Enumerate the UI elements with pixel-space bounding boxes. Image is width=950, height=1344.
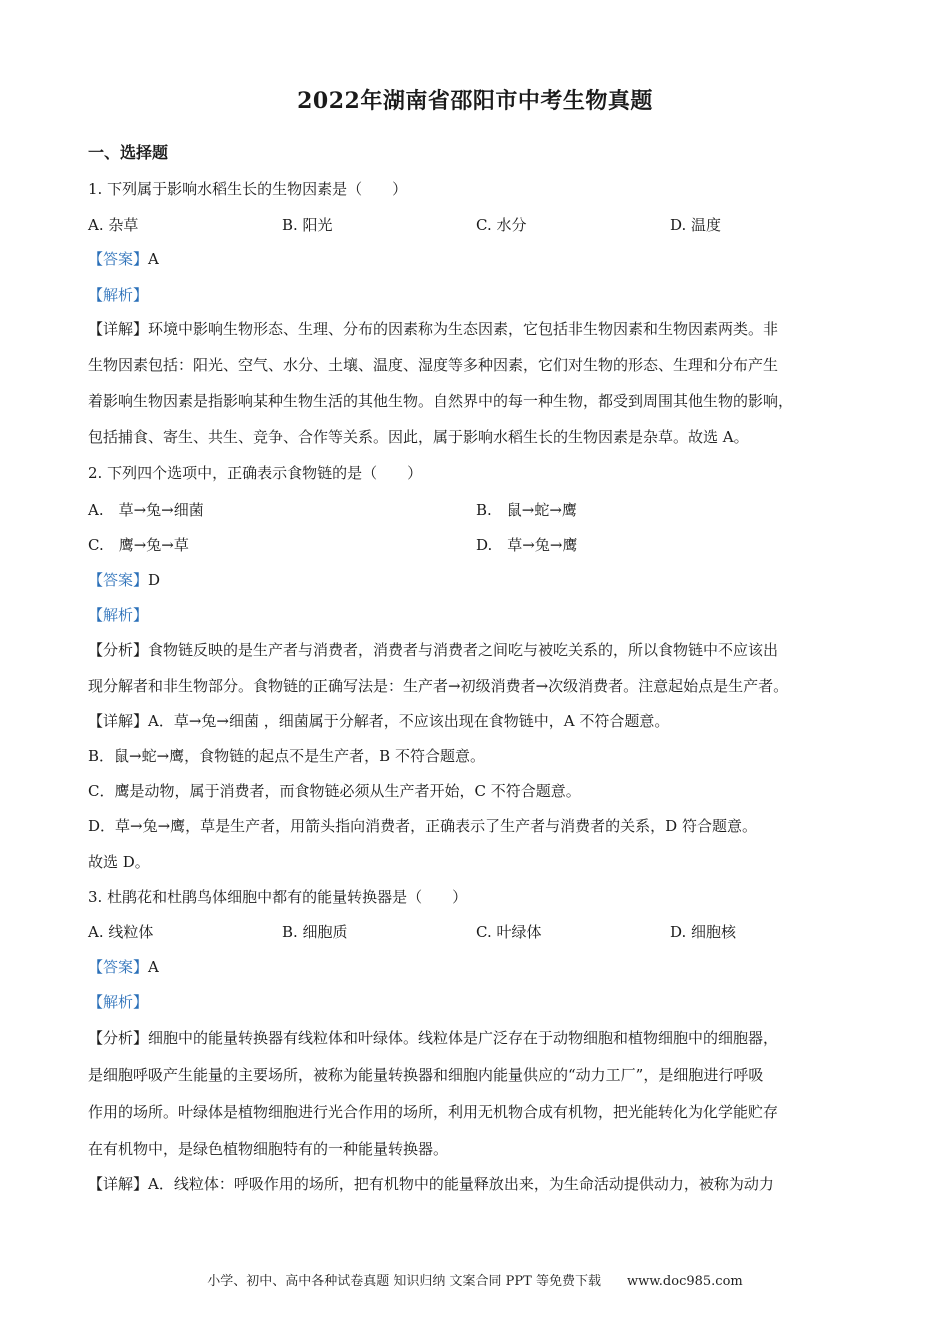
question-2-analysis-line: 现分解者和非生物部分。食物链的正确写法是：生产者→初级消费者→次级消费者。注意起始点是生产者。: [88, 677, 789, 695]
question-1-detail-line: [88, 318, 778, 339]
answer-value: A: [148, 250, 159, 268]
question-1-detail-line: 包括捕食、寄生、共生、竞争、合作等关系。因此，属于影响水稻生长的生物因素是杂草。故选 A。: [88, 428, 749, 446]
question-2-option-c: C. 鹰→兔→草: [88, 536, 189, 554]
question-2-detail-line: [88, 710, 669, 731]
question-2-answer: [88, 569, 160, 590]
question-1-option-b: B. 阳光: [282, 216, 333, 234]
question-3-option-b: B. 细胞质: [282, 923, 348, 941]
question-2-detail-line: C．鹰是动物，属于消费者，而食物链必须从生产者开始，C 不符合题意。: [88, 782, 581, 800]
question-3-option-a: A. 线粒体: [88, 923, 154, 941]
question-2-option-a: A. 草→兔→细菌: [88, 501, 204, 519]
question-3-analysis-line: [88, 1027, 778, 1048]
analysis-tag: 【解析】: [88, 286, 149, 304]
question-2-detail-line: B．鼠→蛇→鹰，食物链的起点不是生产者，B 不符合题意。: [88, 747, 485, 765]
question-1-detail-line: 着影响生物因素是指影响某种生物生活的其他生物。自然界中的每一种生物，都受到周围其他生物的影响，: [88, 392, 794, 410]
detail-tag: 【详解】: [88, 320, 149, 338]
question-3-analysis-line: 在有机物中，是绿色植物细胞特有的一种能量转换器。: [88, 1140, 449, 1158]
question-1-option-a: A. 杂草: [88, 216, 139, 234]
question-2-detail-line: D．草→兔→鹰，草是生产者，用箭头指向消费者，正确表示了生产者与消费者的关系，D 符合题意。: [88, 817, 757, 835]
detail-text: A．草→兔→细菌 ，细菌属于分解者，不应该出现在食物链中，A 不符合题意。: [148, 712, 670, 730]
question-3-answer: [88, 956, 159, 977]
answer-tag: 【答案】: [88, 958, 149, 976]
analysis-text: 细胞中的能量转换器有线粒体和叶绿体。线粒体是广泛存在于动物细胞和植物细胞中的细胞器，: [148, 1029, 779, 1047]
question-2-analysis-line: [88, 639, 778, 660]
analysis-head-tag: 【分析】: [88, 641, 149, 659]
question-3-analysis-line: 作用的场所。叶绿体是植物细胞进行光合作用的场所，利用无机物合成有机物，把光能转化为化学能贮存: [88, 1103, 779, 1121]
answer-tag: 【答案】: [88, 250, 149, 268]
question-3-detail-line: [88, 1173, 774, 1194]
question-3-stem: 3. 杜鹃花和杜鹃鸟体细胞中都有的能量转换器是（ ）: [88, 888, 468, 906]
detail-tag: 【详解】: [88, 712, 149, 730]
page-title: 2022年湖南省邵阳市中考生物真题: [297, 88, 653, 114]
detail-tag: 【详解】: [88, 1175, 149, 1193]
question-1-analysis-label: [88, 284, 148, 305]
question-1-stem: 1. 下列属于影响水稻生长的生物因素是（ ）: [88, 180, 408, 198]
question-3-option-d: D. 细胞核: [670, 923, 737, 941]
page-footer: 小学、初中、高中各种试卷真题 知识归纳 文案合同 PPT 等免费下载 www.doc985.com: [207, 1274, 743, 1289]
question-1-answer: [88, 248, 159, 269]
answer-value: A: [148, 958, 159, 976]
analysis-tag: 【解析】: [88, 606, 149, 624]
analysis-head-tag: 【分析】: [88, 1029, 149, 1047]
question-3-analysis-line: 是细胞呼吸产生能量的主要场所，被称为能量转换器和细胞内能量供应的“动力工厂”，是细胞进行呼吸: [88, 1066, 764, 1084]
question-3-analysis-label: [88, 991, 148, 1012]
question-2-analysis-label: [88, 604, 148, 625]
question-1-option-d: D. 温度: [670, 216, 722, 234]
question-1-option-c: C. 水分: [476, 216, 527, 234]
question-2-stem: 2. 下列四个选项中，正确表示食物链的是（ ）: [88, 464, 423, 482]
detail-text: A．线粒体：呼吸作用的场所，把有机物中的能量释放出来，为生命活动提供动力，被称为动力: [148, 1175, 774, 1193]
analysis-tag: 【解析】: [88, 993, 149, 1011]
answer-tag: 【答案】: [88, 571, 149, 589]
answer-value: D: [148, 571, 161, 589]
question-2-option-d: D. 草→兔→鹰: [476, 536, 578, 554]
detail-text: 环境中影响生物形态、生理、分布的因素称为生态因素，它包括非生物因素和生物因素两类。非: [148, 320, 779, 338]
question-1-detail-line: 生物因素包括：阳光、空气、水分、土壤、温度、湿度等多种因素，它们对生物的形态、生理和分布产生: [88, 356, 779, 374]
section-heading: 一、选择题: [88, 143, 169, 162]
analysis-text: 食物链反映的是生产者与消费者，消费者与消费者之间吃与被吃关系的，所以食物链中不应该出: [148, 641, 779, 659]
question-2-option-b: B. 鼠→蛇→鹰: [476, 501, 577, 519]
question-3-option-c: C. 叶绿体: [476, 923, 542, 941]
question-2-detail-line: 故选 D。: [88, 853, 150, 871]
